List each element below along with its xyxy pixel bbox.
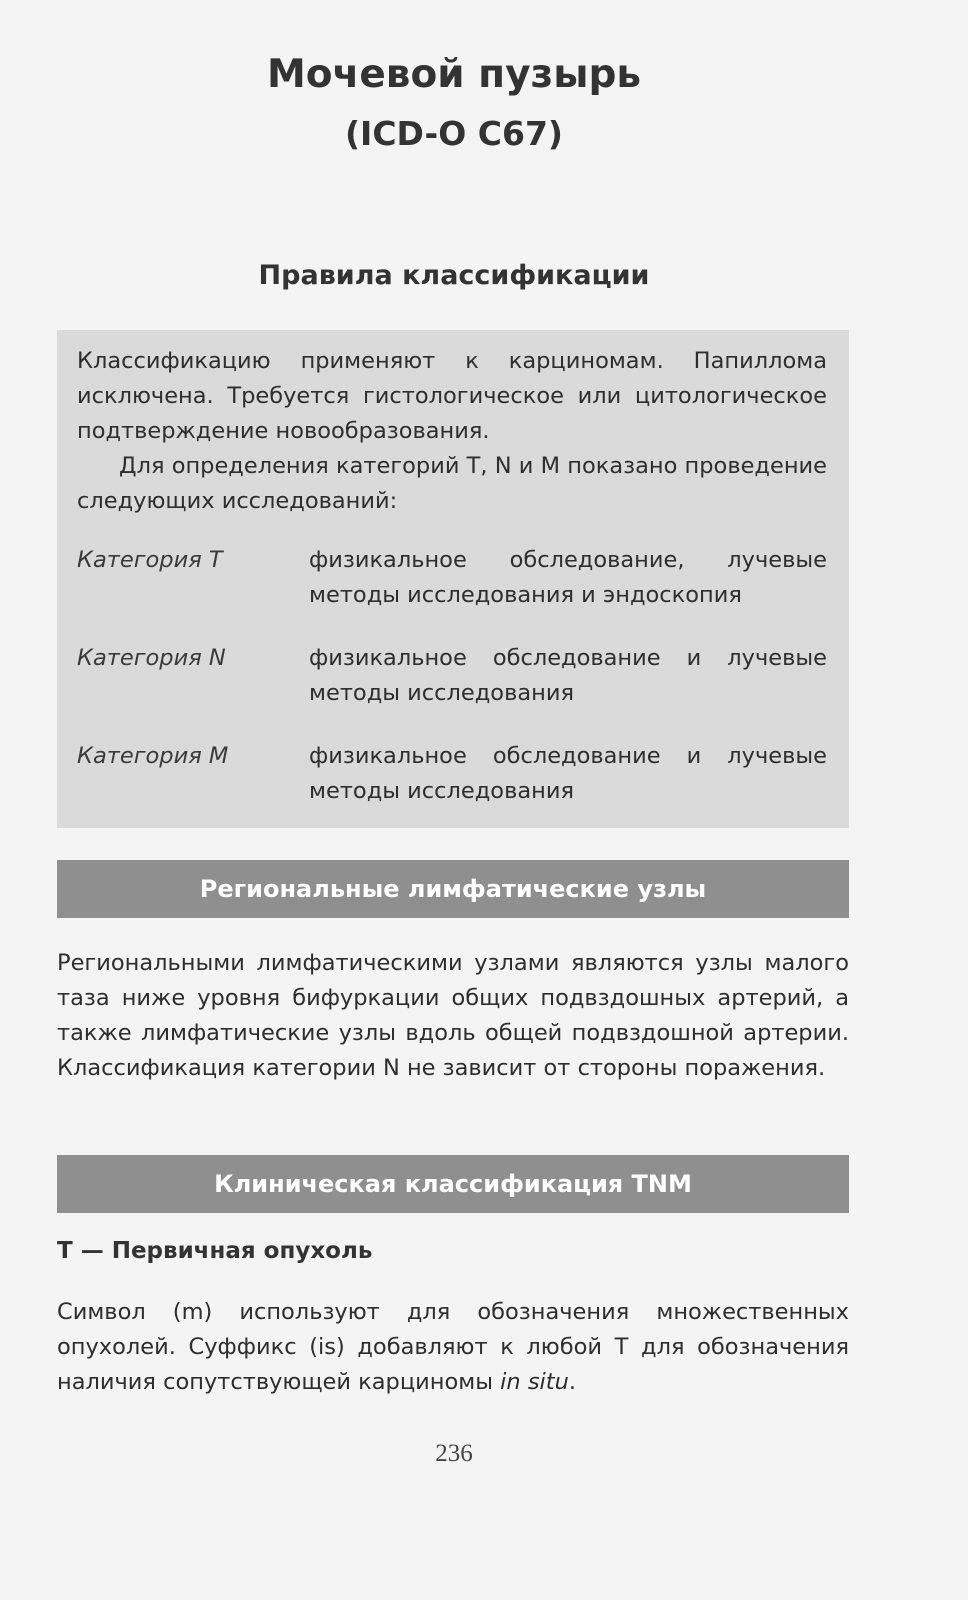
category-row-t [77, 543, 827, 613]
category-text: физикальное обследование, лучевые методы исследования и эндоскопия [309, 547, 827, 608]
primary-tumor-subheading: T — Первичная опухоль [57, 1238, 373, 1264]
page-subtitle: (ICD-O C67) [344, 114, 564, 153]
category-row-m [77, 739, 827, 809]
page-title: Мочевой пузырь [266, 52, 642, 97]
primary-tumor-text [57, 1295, 849, 1400]
regional-nodes-text: Региональными лимфатическими узлами являются узлы малого таза ниже уровня бифуркации общих подвздошных артерий, а также лимфатические узлы вдоль общей подвздошной артерии. Классификация категории N не зависит от стороны поражения. [57, 950, 849, 1081]
category-text: физикальное обследование и лучевые методы исследования [309, 743, 827, 804]
category-row-n [77, 641, 827, 711]
category-label: Категория N [77, 645, 226, 671]
primary-tumor-text-end: . [568, 1369, 577, 1395]
primary-tumor-text-main: Символ (m) используют для обозначения множественных опухолей. Суффикс (is) добавляют к любой T для обозначения наличия сопутствующей карциномы [57, 1299, 849, 1395]
tnm-heading-bar: Клиническая классификация TNM [57, 1155, 849, 1213]
rules-heading: Правила классификации [258, 260, 650, 291]
category-label: Категория M [77, 743, 229, 769]
rules-paragraph-1: Классификацию применяют к карциномам. Папиллома исключена. Требуется гистологическое или цитологическое подтверждение новообразования. [77, 348, 827, 444]
in-situ-italic: in situ [500, 1369, 569, 1395]
category-text: физикальное обследование и лучевые методы исследования [309, 645, 827, 706]
regional-nodes-heading-bar: Региональные лимфатические узлы [57, 860, 849, 918]
rules-paragraph-2: Для определения категорий T, N и M показано проведение следующих исследований: [77, 453, 827, 514]
category-label: Категория T [77, 547, 223, 573]
rules-box [57, 330, 849, 828]
page-number: 236 [435, 1440, 473, 1467]
